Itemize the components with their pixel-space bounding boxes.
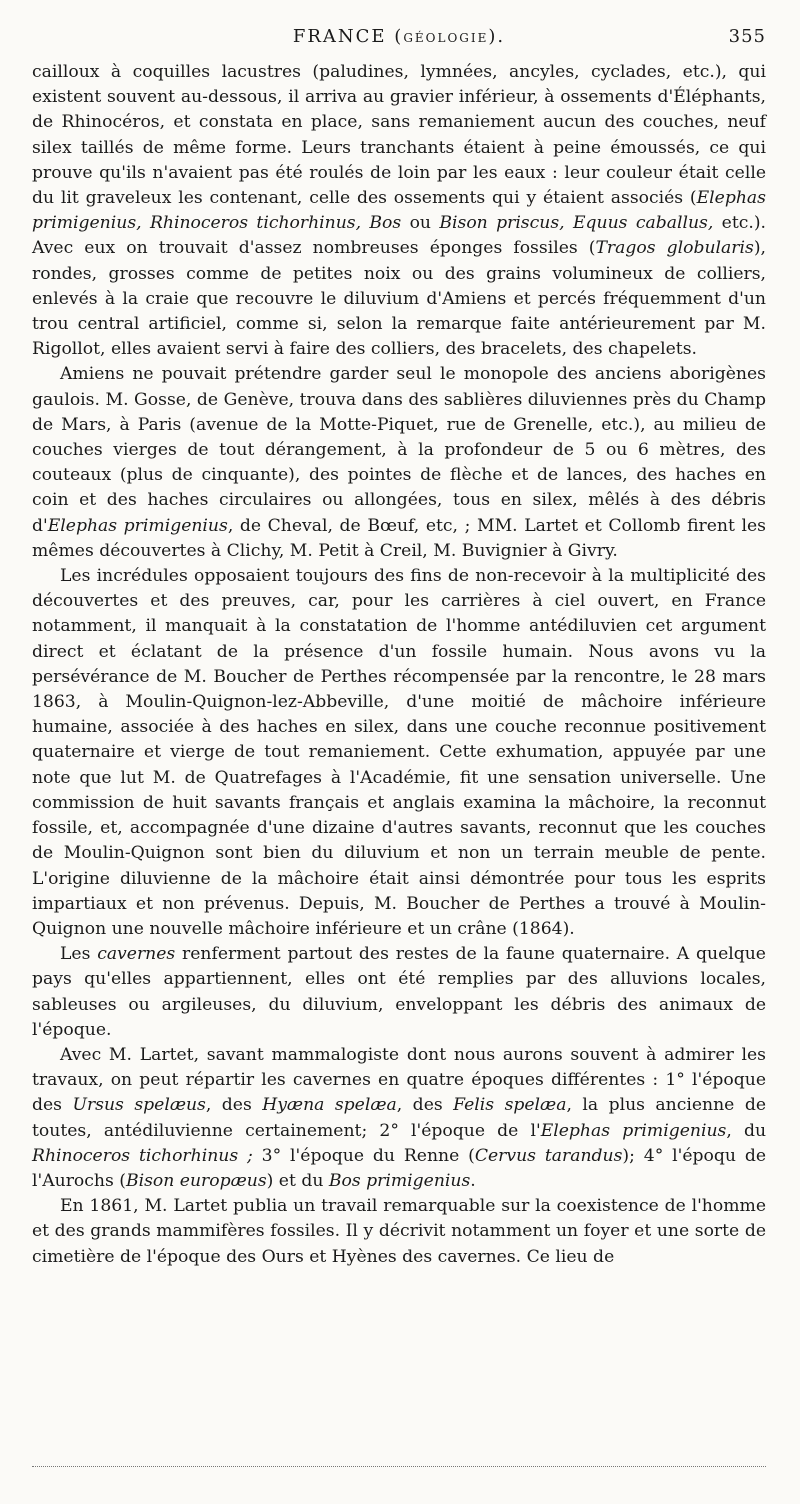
text-run: Amiens ne pouvait prétendre garder seul le monopole des anciens aborigènes gaulois. M. Gosse, de Genève, trouva dans des sablières diluviennes près du Champ de Mars, à Paris (avenue de la Motte-Piquet, rue de Grenelle, etc.), au milieu de couches vierges de tout dérangement, à la profondeur de 5 ou 6 mètres, des couteaux (plus de cinquante), des pointes de flèche et de lances, des haches en coin et des haches circulaires ou allongées, tous en silex, mêlés à des débris d' — [32, 364, 766, 536]
text-run: renferment partout des restes de la faune quaternaire. A quelque pays qu'elles appartiennent, elles ont été remplies par des alluvions locales, sableuses ou argileuses, du diluvium, enveloppant les débris des animaux de l'époque. — [32, 944, 766, 1040]
document-page — [32, 26, 766, 1270]
italic-text: cavernes — [97, 944, 176, 965]
text-run: En 1861, M. Lartet publia un travail remarquable sur la coexistence de l'homme et des grands mammifères fossiles. Il y décrivit notamment un foyer et une sorte de cimetière de l'époque des Ours et Hyènes des cavernes. Ce lieu de — [32, 1196, 766, 1267]
text-run: Les — [60, 944, 98, 965]
text-run: ) et du — [266, 1170, 329, 1191]
text-run: Avec M. Lartet, savant mammalogiste dont nous aurons souvent à admirer les travaux, on peut répartir les cavernes en quatre époques différentes : 1° l'époque des — [32, 1044, 766, 1116]
italic-text: Hyæna spelæa — [262, 1095, 397, 1116]
text-run: . — [470, 1170, 476, 1191]
italic-text: Cervus tarandus — [474, 1145, 623, 1166]
paragraph — [32, 942, 766, 1043]
text-run: etc.). Avec eux on trouvait d'assez nombreuses éponges fossiles ( — [32, 213, 766, 259]
text-run: cailloux à coquilles lacustres (paludines, lymnées, ancyles, cyclades, etc.), qui existent souvent au-dessous, il arriva au gravier inférieur, à ossements d'Éléphants, de Rhinocéros, et constata en place, sans remaniement aucun des couches, neuf silex taillés de même forme. Leurs tranchants étaient à peine émoussés, ce qui prouve qu'ils n'avaient pas été roulés de loin par les eaux : leur couleur était celle du lit graveleux les contenant, celle des ossements qui y étaient associés ( — [32, 62, 766, 209]
italic-text: Elephas primigenius — [47, 515, 228, 536]
text-run: Les incrédules opposaient toujours des fins de non-recevoir à la multiplicité des découvertes et des preuves, car, pour les carrières à ciel ouvert, en France notamment, il manquait à la constatation de l'homme antédiluvien cet argument direct et éclatant de la présence d'un fossile humain. Nous avons vu la persévérance de M. Boucher de Perthes récompensée par la rencontre, le 28 mars 1863, à Moulin-Quignon-lez-Abbeville, d'une moitié de mâchoire inférieure humaine, associée à des haches en silex, dans une couche reconnue positivement quaternaire et vierge de tout remaniement. Cette exhumation, appuyée par une note que lut M. de Quatrefages à l'Académie, fit une sensation universelle. Une commission de huit savants français et anglais examina la mâchoire, la reconnut fossile, et, accompagnée d'une dizaine d'autres savants, reconnut que les couches de Moulin-Quignon sont bien du diluvium et non un terrain meuble de pente. L'origine diluvienne de la mâchoire était ainsi démontrée pour tous les esprits impartiaux et non prévenus. Depuis, M. Boucher de Perthes a trouvé à Moulin-Quignon une nouvelle mâchoire inférieure et un crâne (1864). — [32, 566, 766, 939]
running-title — [32, 26, 766, 47]
text-run: ou — [401, 213, 440, 234]
italic-text: Elephas primigenius — [540, 1120, 727, 1141]
text-run: , des — [205, 1095, 263, 1116]
text-run: , la plus ancienne de toutes, antédiluvienne certainement; 2° l'époque de l' — [32, 1095, 766, 1141]
text-run: ); 4° l'époqu de l'Aurochs ( — [32, 1145, 766, 1191]
text-run: ), rondes, grosses comme de petites noix ou des grains volumineux de colliers, enlevés à la craie que recouvre le diluvium d'Amiens et percés fréquemment d'un trou central artificiel, comme si, selon la remarque faite antérieurement par M. Rigollot, elles avaient servi à faire des colliers, des bracelets, des chapelets. — [32, 238, 767, 360]
italic-text: Bison europæus — [125, 1170, 267, 1191]
paragraph — [32, 362, 766, 564]
text-run: , des — [396, 1095, 454, 1116]
paragraph — [32, 1043, 766, 1194]
paragraph — [32, 1194, 766, 1270]
text-run: , de Cheval, de Bœuf, etc, ; MM. Lartet et Collomb firent les mêmes découvertes à Clichy, M. Petit à Creil, M. Buvignier à Givry. — [32, 515, 766, 561]
italic-text: Tragos globularis — [595, 238, 754, 259]
body-text — [32, 60, 766, 1270]
italic-text: Bos primigenius — [328, 1170, 471, 1191]
footer-rule — [32, 1466, 766, 1467]
paragraph — [32, 60, 766, 362]
title-main: FRANCE ( — [292, 26, 404, 47]
title-end: ). — [488, 26, 506, 47]
italic-text: Felis spelæa — [453, 1095, 567, 1116]
italic-text: Elephas primigenius, Rhinoceros tichorhinus, Bos — [32, 188, 766, 234]
title-subject: GÉOLOGIE — [403, 31, 489, 45]
text-run: 3° l'époque du Renne ( — [252, 1145, 475, 1166]
italic-text: Ursus spelæus — [72, 1095, 206, 1116]
italic-text: Rhinoceros tichorhinus ; — [32, 1145, 253, 1166]
text-run: , du — [726, 1120, 767, 1141]
italic-text: Bison priscus, Equus caballus, — [439, 213, 714, 234]
page-number: 355 — [728, 26, 766, 47]
running-header — [32, 26, 766, 56]
paragraph — [32, 564, 766, 942]
